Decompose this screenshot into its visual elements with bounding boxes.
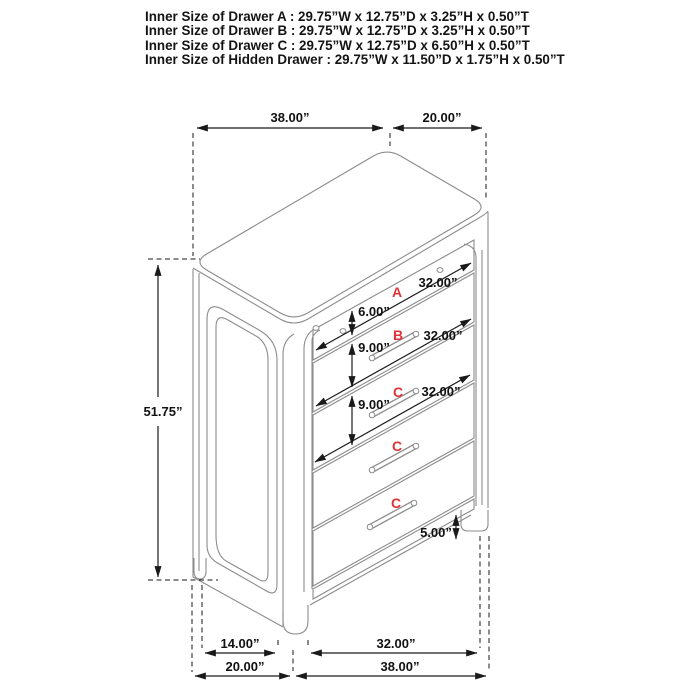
label-drawer-a-width: 32.00” [418, 275, 458, 290]
front-left-post-edge-a [304, 327, 318, 592]
label-bottom-leg-offset: 14.00” [220, 636, 260, 651]
side-panel-frame-inner [216, 318, 268, 581]
drawer-a-handle-right-cap [437, 268, 443, 273]
drawer-c2-handle-right-cap [413, 443, 419, 449]
drawer-c1-handle-left-cap [369, 412, 375, 418]
drawer-a-knob-left [313, 326, 319, 331]
label-bottom-depth: 20.00” [225, 659, 265, 674]
drawer-c1-handle-right-cap [413, 388, 419, 394]
drawer-a-handle-left-cap [340, 329, 346, 334]
label-overall-height: 51.75” [143, 404, 183, 419]
front-right-leg-foot [461, 510, 488, 531]
label-top-depth: 20.00” [422, 110, 462, 125]
drawer-c3-handle-right-cap [411, 500, 417, 506]
front-left-post-outer [283, 334, 294, 626]
drawer-a-label: A [391, 284, 403, 300]
side-panel-bottom-edge [193, 577, 283, 627]
title-line-drawer-b: Inner Size of Drawer B : 29.75”W x 12.75”D x 3.25”H x 0.50”T [145, 23, 530, 39]
drawer-c3-handle-left-cap [367, 524, 373, 530]
label-top-width: 38.00” [270, 110, 310, 125]
label-drawer-b-height: 9.00” [358, 340, 390, 355]
drawer-c1-label: C [392, 384, 404, 400]
drawer-c3-label: C [390, 495, 402, 511]
title-line-drawer-c: Inner Size of Drawer C : 29.75”W x 12.75”D x 6.50”H x 0.50”T [145, 37, 530, 53]
drawer-c2-label: C [391, 438, 403, 454]
drawer-b-handle-left-cap [369, 355, 375, 361]
label-leg-height: 5.00” [420, 525, 452, 540]
drawer-b-handle-right-cap [413, 331, 419, 337]
label-bottom-width: 38.00” [380, 659, 420, 674]
label-bottom-drawer-span: 32.00” [376, 636, 416, 651]
label-drawer-b-width: 32.00” [423, 328, 463, 343]
label-drawer-c-height: 9.00” [358, 397, 390, 412]
label-drawer-a-height: 6.00” [358, 304, 390, 319]
title-line-hidden-drawer: Inner Size of Hidden Drawer : 29.75”W x 11.50”D x 1.75”H x 0.50”T [145, 51, 565, 67]
drawer-c2-handle-left-cap [369, 467, 375, 473]
front-left-leg-foot [283, 605, 308, 634]
label-drawer-c-width: 32.00” [421, 384, 461, 399]
back-left-leg-foot [194, 558, 206, 579]
drawer-b-label: B [392, 327, 404, 343]
title-line-drawer-a: Inner Size of Drawer A : 29.75”W x 12.75”D x 3.25”H x 0.50”T [145, 9, 529, 24]
